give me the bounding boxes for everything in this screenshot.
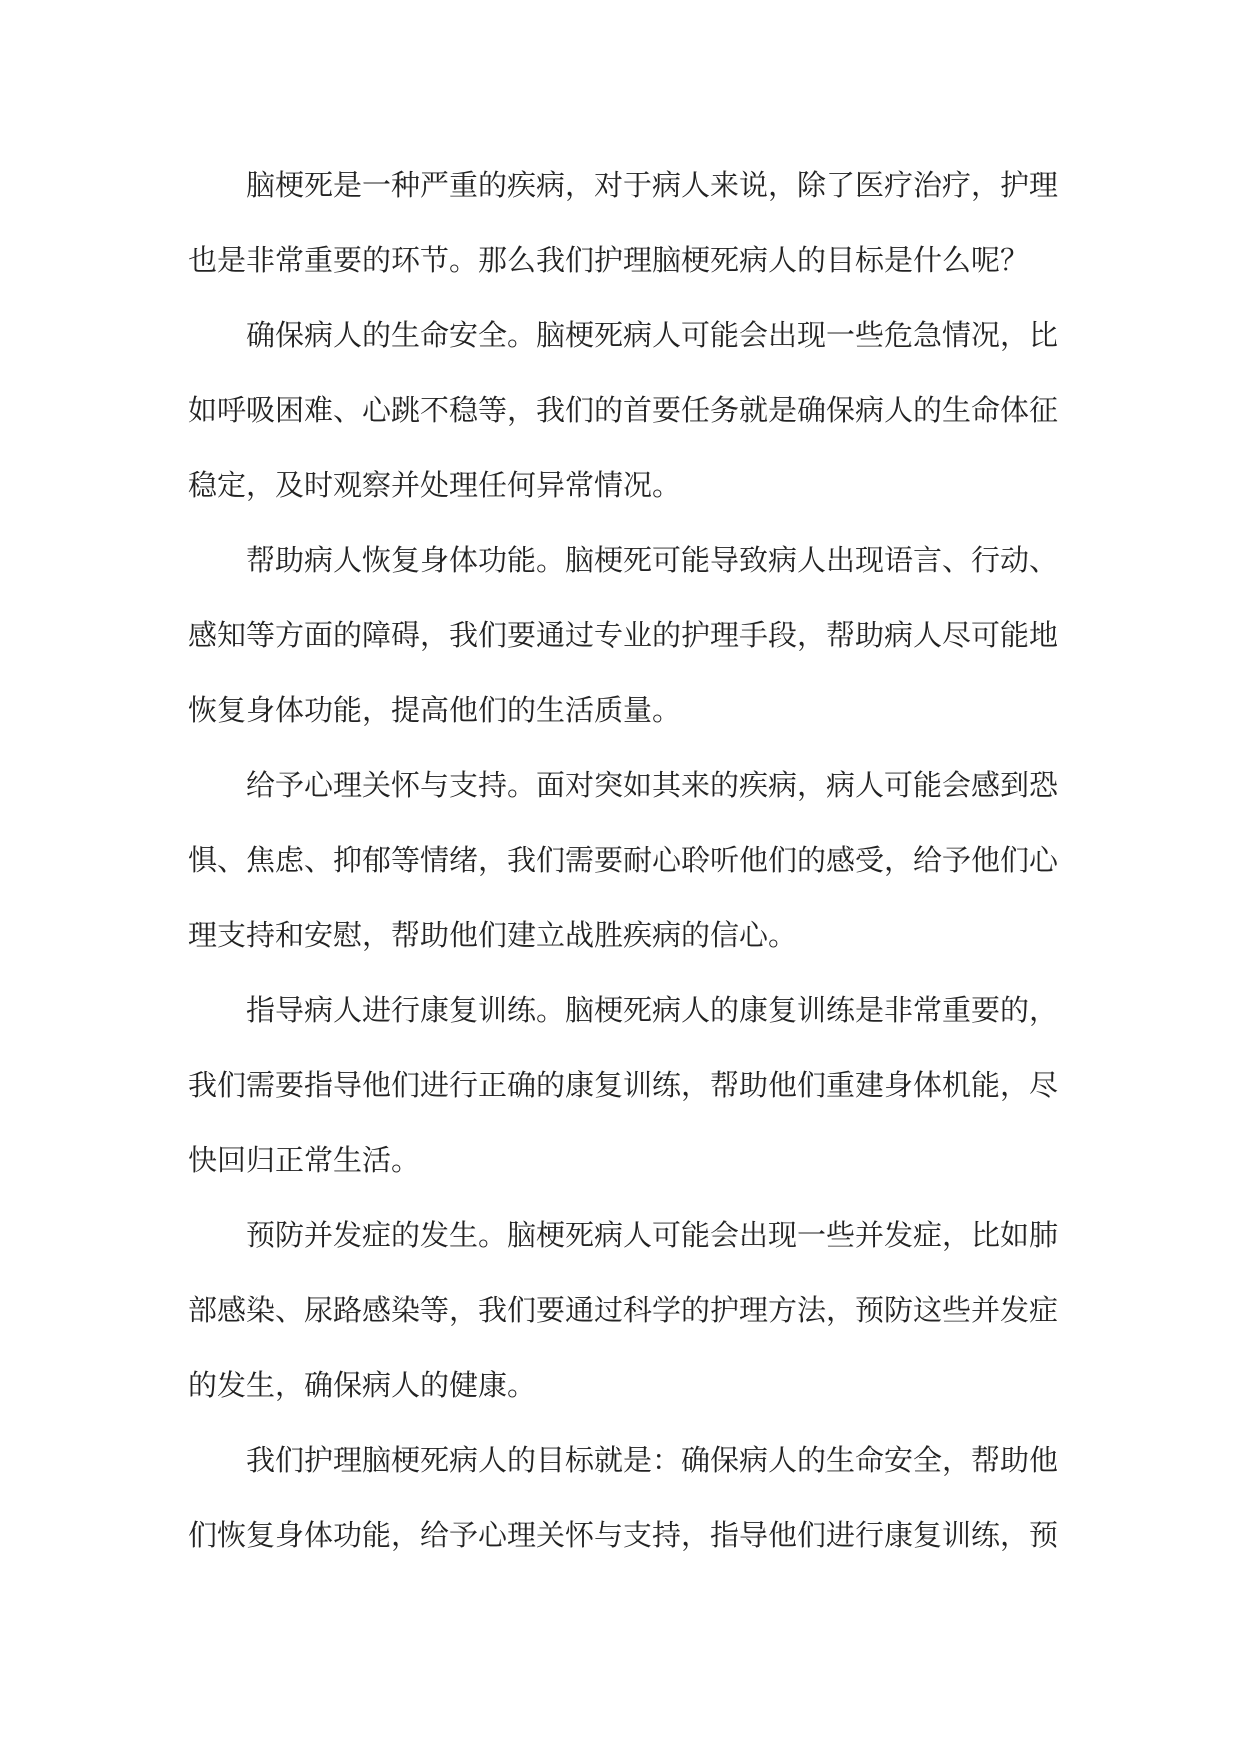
paragraph-recovery: 帮助病人恢复身体功能。脑梗死可能导致病人出现语言、行动、感知等方面的障碍，我们要通过专业的护理手段，帮助病人尽可能地恢复身体功能，提高他们的生活质量。: [188, 543, 1059, 727]
paragraph-summary: 我们护理脑梗死病人的目标就是：确保病人的生命安全，帮助他们恢复身体功能，给予心理关怀与支持，指导他们进行康复训练，预: [188, 1443, 1059, 1552]
paragraph-psychological-support: 给予心理关怀与支持。面对突如其来的疾病，病人可能会感到恐惧、焦虑、抑郁等情绪，我们需要耐心聆听他们的感受，给予他们心理支持和安慰，帮助他们建立战胜疾病的信心。: [188, 768, 1059, 952]
paragraph-life-safety: 确保病人的生命安全。脑梗死病人可能会出现一些危急情况，比如呼吸困难、心跳不稳等，我们的首要任务就是确保病人的生命体征稳定，及时观察并处理任何异常情况。: [188, 318, 1059, 502]
paragraph-intro: 脑梗死是一种严重的疾病，对于病人来说，除了医疗治疗，护理也是非常重要的环节。那么我们护理脑梗死病人的目标是什么呢？: [188, 168, 1059, 277]
paragraph-complication-prevention: 预防并发症的发生。脑梗死病人可能会出现一些并发症，比如肺部感染、尿路感染等，我们要通过科学的护理方法，预防这些并发症的发生，确保病人的健康。: [188, 1218, 1059, 1402]
document-body: [188, 148, 1058, 1573]
paragraph-rehab-training: 指导病人进行康复训练。脑梗死病人的康复训练是非常重要的，我们需要指导他们进行正确的康复训练，帮助他们重建身体机能，尽快回归正常生活。: [188, 993, 1059, 1177]
